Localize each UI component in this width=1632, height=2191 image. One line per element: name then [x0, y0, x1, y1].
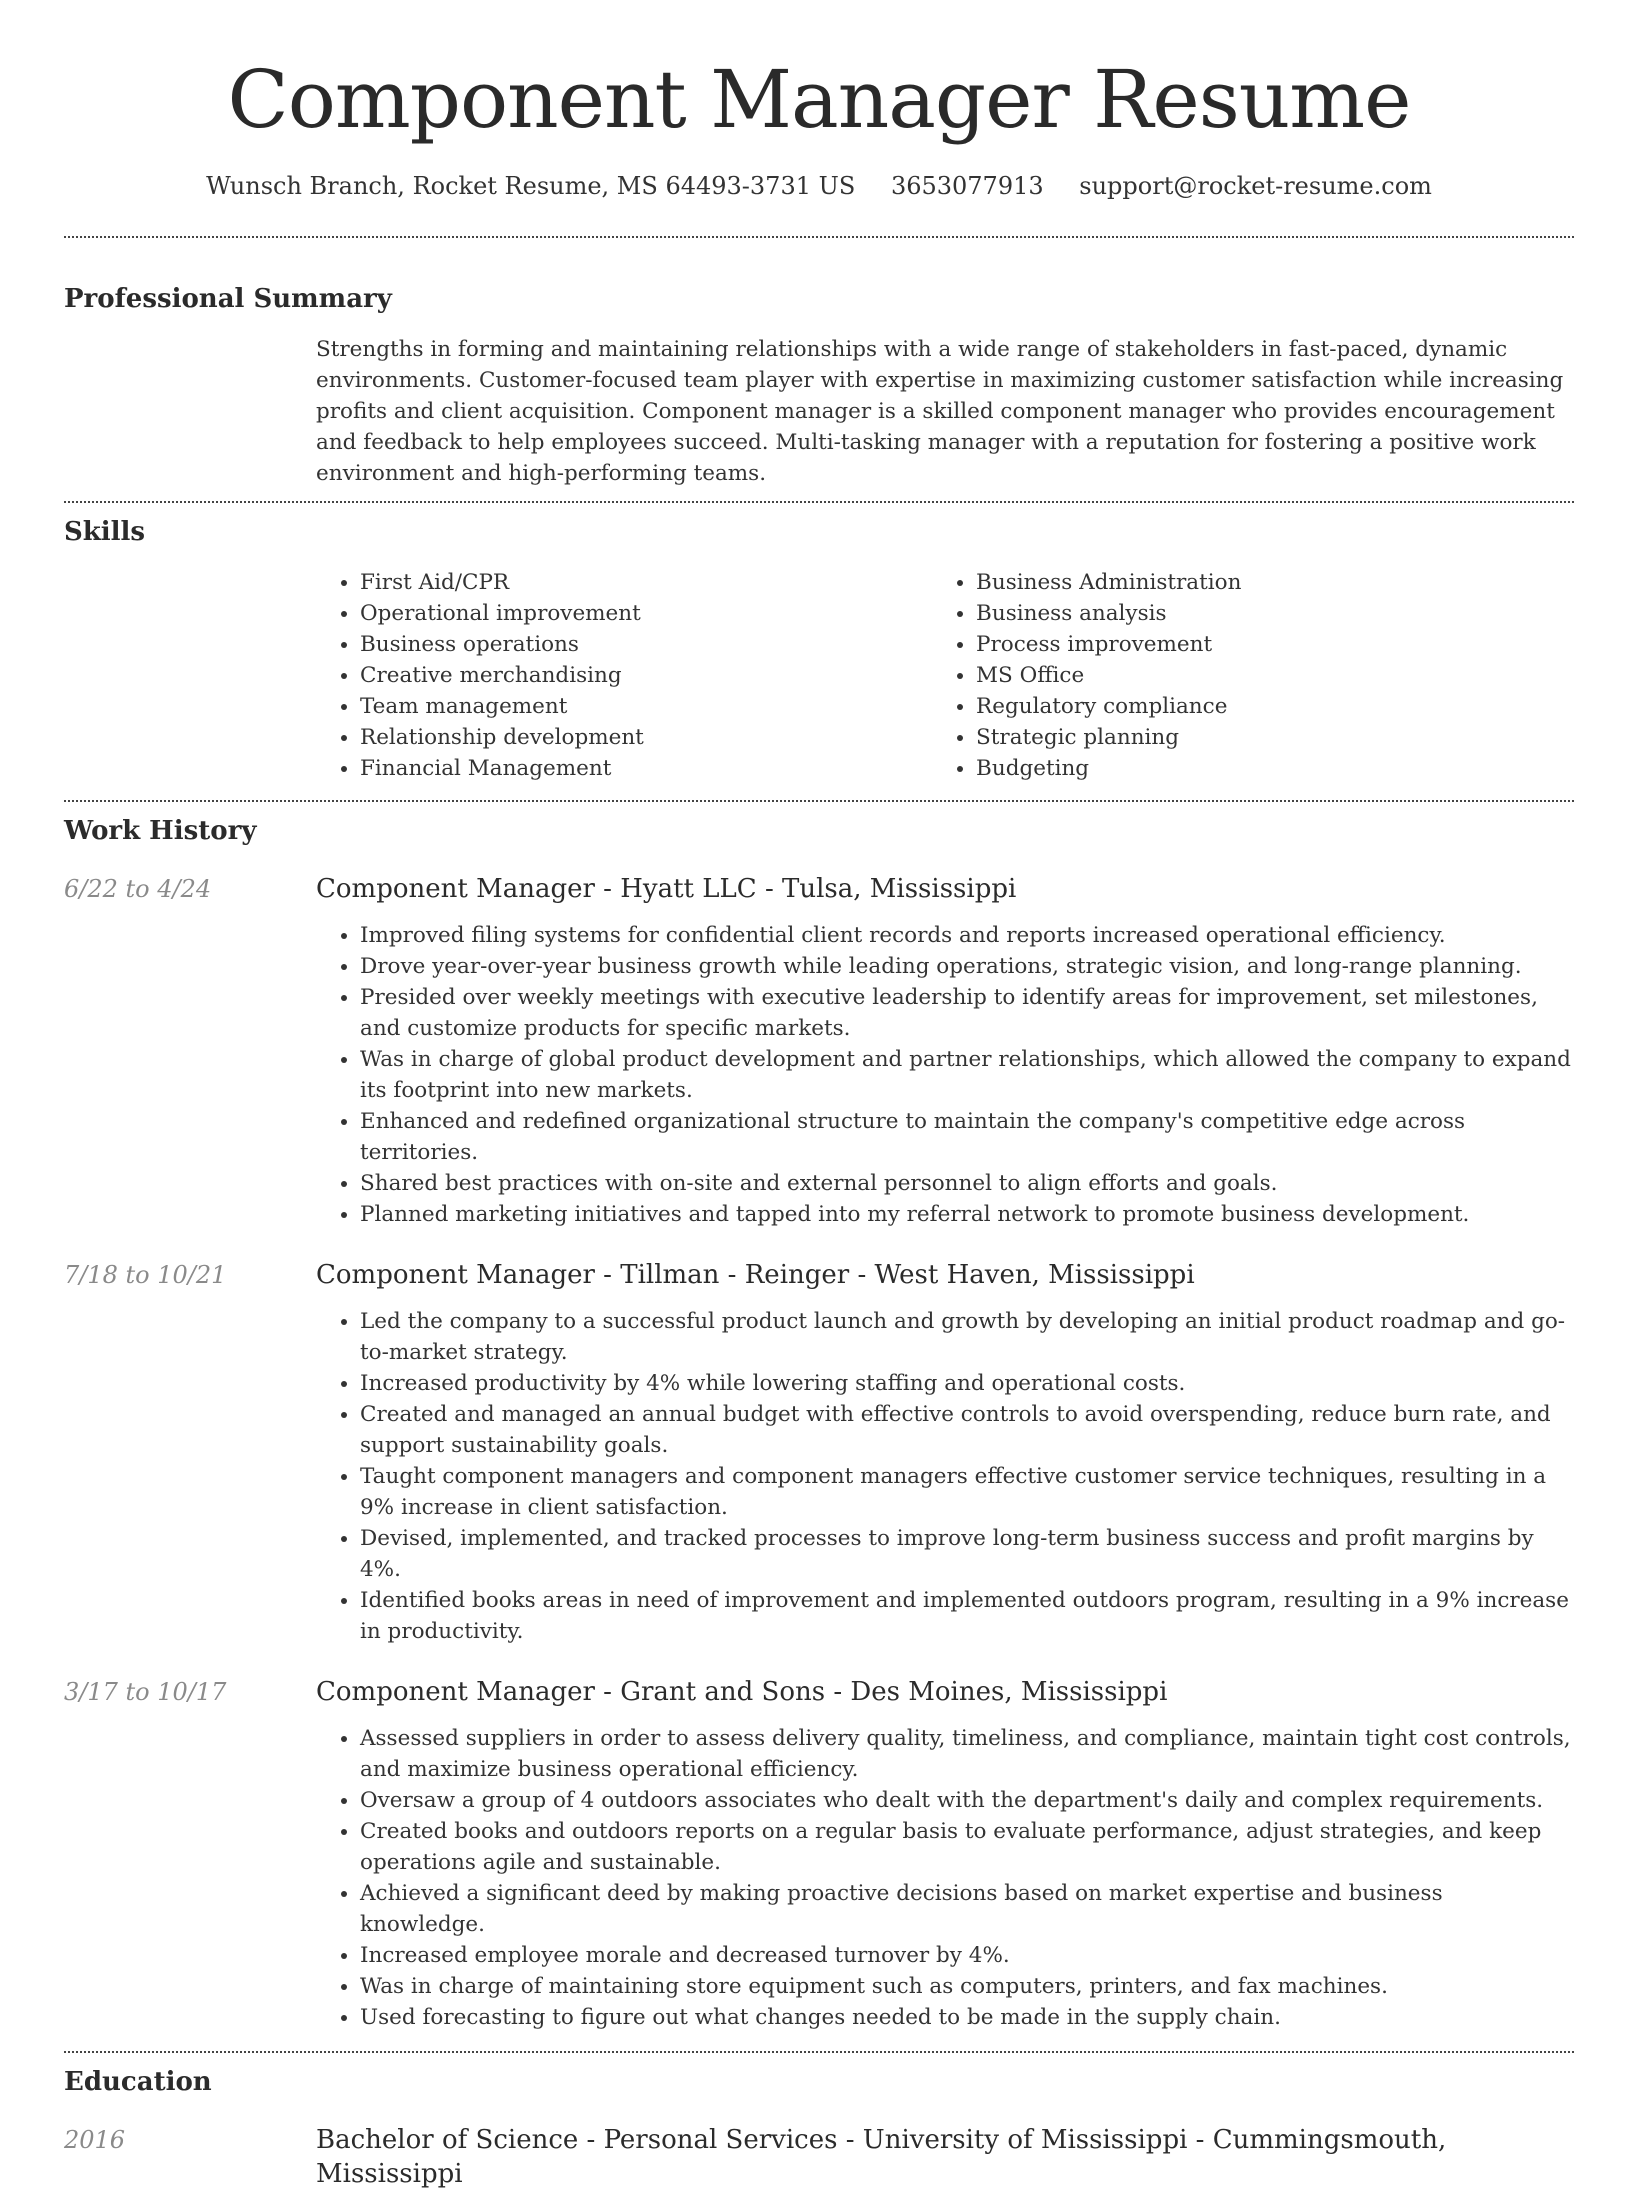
skill-item: • First Aid/CPR [360, 567, 932, 598]
job-bullet: • Was in charge of maintaining store equipment such as computers, printers, and fax machines. [360, 1971, 1574, 2002]
summary-heading: Professional Summary [64, 284, 392, 314]
skill-item: • Relationship development [360, 722, 932, 753]
job-entry [64, 1675, 1574, 2033]
divider [64, 800, 1574, 802]
skills-section [64, 515, 1574, 784]
job-bullet: • Led the company to a successful product launch and growth by developing an initial product roadmap and go-to-market strategy. [360, 1306, 1574, 1368]
divider [64, 236, 1574, 238]
skill-item: • Business Administration [976, 567, 1574, 598]
skill-item: • Process improvement [976, 629, 1574, 660]
skills-heading: Skills [64, 517, 146, 547]
resume-title: Component Manager Resume [227, 53, 1411, 146]
job-bullets [316, 1306, 1574, 1647]
job-bullet: • Oversaw a group of 4 outdoors associates who dealt with the department's daily and complex requirements. [360, 1785, 1574, 1816]
job-title: Component Manager - Tillman - Reinger - West Haven, Mississippi [316, 1260, 1195, 1290]
education-date: 2016 [64, 2126, 126, 2154]
job-bullet: • Created books and outdoors reports on a regular basis to evaluate performance, adjust strategies, and keep operations agile and sustainable. [360, 1816, 1574, 1878]
job-title: Component Manager - Hyatt LLC - Tulsa, Mississippi [316, 874, 1017, 904]
skill-item: • MS Office [976, 660, 1574, 691]
contact-line [64, 170, 1574, 202]
job-bullet: • Taught component managers and component managers effective customer service techniques, resulting in a 9% increase in client satisfaction. [360, 1461, 1574, 1523]
job-bullet: • Identified books areas in need of improvement and implemented outdoors program, resulting in a 9% increase in productivity. [360, 1585, 1574, 1647]
skills-column-1 [316, 567, 932, 784]
job-bullet: • Used forecasting to figure out what changes needed to be made in the supply chain. [360, 2002, 1574, 2033]
skill-item: • Budgeting [976, 753, 1574, 784]
job-bullet: • Was in charge of global product development and partner relationships, which allowed the company to expand its footprint into new markets. [360, 1044, 1574, 1106]
education-body [316, 2123, 1574, 2191]
skill-item: • Strategic planning [976, 722, 1574, 753]
job-bullet: • Enhanced and redefined organizational structure to maintain the company's competitive edge across territories. [360, 1106, 1574, 1168]
job-bullet: • Planned marketing initiatives and tapped into my referral network to promote business development. [360, 1199, 1574, 1230]
contact-phone: 3653077913 [890, 172, 1044, 200]
divider [64, 501, 1574, 503]
job-title: Component Manager - Grant and Sons - Des Moines, Mississippi [316, 1677, 1168, 1707]
education-entry [64, 2123, 1574, 2191]
job-bullet: • Improved filing systems for confidential client records and reports increased operational efficiency. [360, 920, 1574, 951]
job-body [316, 1258, 1574, 1647]
education-section [64, 2065, 1574, 2191]
work-heading: Work History [64, 816, 257, 846]
job-bullet: • Increased employee morale and decreased turnover by 4%. [360, 1940, 1574, 1971]
job-bullets [316, 1723, 1574, 2033]
skills-column-2 [932, 567, 1574, 784]
job-body [316, 872, 1574, 1230]
job-bullet: • Drove year-over-year business growth while leading operations, strategic vision, and long-range planning. [360, 951, 1574, 982]
job-date: 3/17 to 10/17 [64, 1678, 227, 1706]
summary-section [64, 282, 1574, 489]
job-bullets [316, 920, 1574, 1230]
resume-page [64, 0, 1574, 2191]
skill-item: • Financial Management [360, 753, 932, 784]
job-bullet: • Achieved a significant deed by making proactive decisions based on market expertise and business knowledge. [360, 1878, 1574, 1940]
contact-email: support@rocket-resume.com [1079, 172, 1432, 200]
job-date: 6/22 to 4/24 [64, 875, 212, 903]
job-body [316, 1675, 1574, 2033]
summary-text: Strengths in forming and maintaining relationships with a wide range of stakeholders in fast-paced, dynamic environments. Customer-focused team player with expertise in maximizing customer satisfaction while increasing profits and client acquisition. Component manager is a skilled component manager who provides encouragement and feedback to help employees succeed. Multi-tasking manager with a reputation for fostering a positive work environment and high-performing teams. [316, 337, 1564, 486]
job-bullet: • Created and managed an annual budget with effective controls to avoid overspending, reduce burn rate, and support sustainability goals. [360, 1399, 1574, 1461]
skill-item: • Business analysis [976, 598, 1574, 629]
job-entry [64, 872, 1574, 1230]
job-bullet: • Presided over weekly meetings with executive leadership to identify areas for improvement, set milestones, and customize products for specific markets. [360, 982, 1574, 1044]
skill-item: • Operational improvement [360, 598, 932, 629]
education-degree: Bachelor of Science - Personal Services - University of Mississippi - Cummingsmouth, Mississippi [316, 2125, 1447, 2189]
skill-item: • Team management [360, 691, 932, 722]
job-bullet: • Assessed suppliers in order to assess delivery quality, timeliness, and compliance, maintain tight cost controls, and maximize business operational efficiency. [360, 1723, 1574, 1785]
skills-list [316, 567, 1574, 784]
job-entry [64, 1258, 1574, 1647]
skill-item: • Business operations [360, 629, 932, 660]
education-heading: Education [64, 2067, 212, 2097]
skill-item: • Regulatory compliance [976, 691, 1574, 722]
skill-item: • Creative merchandising [360, 660, 932, 691]
job-date: 7/18 to 10/21 [64, 1261, 227, 1289]
divider [64, 2051, 1574, 2053]
contact-address: Wunsch Branch, Rocket Resume, MS 64493-3731 US [206, 172, 856, 200]
work-section [64, 814, 1574, 2033]
job-bullet: • Shared best practices with on-site and external personnel to align efforts and goals. [360, 1168, 1574, 1199]
job-bullet: • Increased productivity by 4% while lowering staffing and operational costs. [360, 1368, 1574, 1399]
job-bullet: • Devised, implemented, and tracked processes to improve long-term business success and profit margins by 4%. [360, 1523, 1574, 1585]
